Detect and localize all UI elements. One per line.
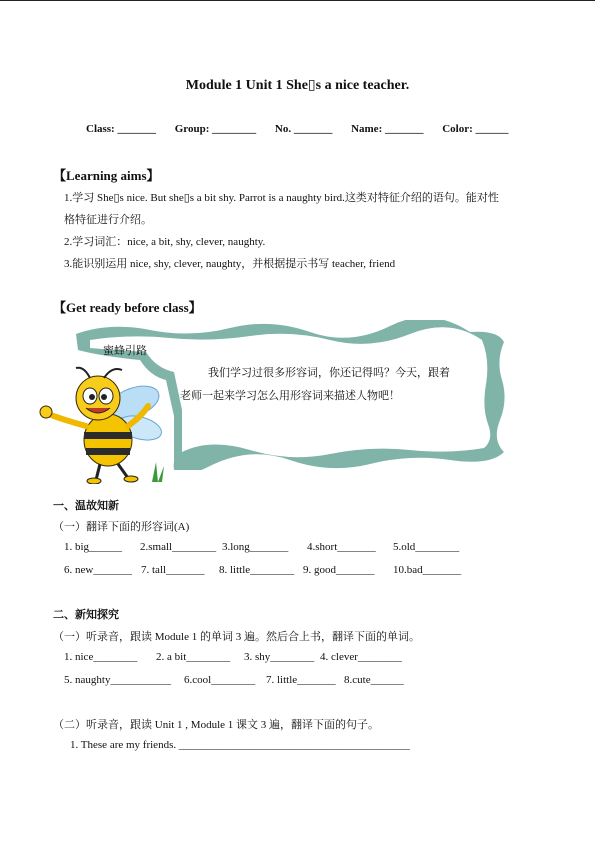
exercise-item[interactable]: 3. shy________ — [244, 651, 315, 663]
get-ready-heading: 【Get ready before class】 — [53, 300, 202, 315]
exercise-item[interactable]: 1. nice________ — [64, 651, 138, 663]
section-1-subheading: （一）翻译下面的形容词(A) — [53, 521, 190, 533]
section-2-heading: 二、新知探究 — [53, 609, 119, 621]
box-text-line-2: 老师一起来学习怎么用形容词来描述人物吧！ — [180, 390, 400, 402]
box-label: 蜜蜂引路 — [103, 345, 147, 357]
aim-2: 2.学习词汇：nice, a bit, shy, clever, naughty. — [64, 236, 266, 248]
section-2-subheading-1: （一）听录音，跟读 Module 1 的单词 3 遍。然后合上书，翻译下面的单词。 — [53, 631, 420, 643]
exercise-item[interactable]: 4. clever________ — [320, 651, 402, 663]
name-field[interactable]: Name: _______ — [351, 123, 424, 135]
bee-illustration-icon — [36, 362, 174, 484]
aim-1-line-1: 1.学习 She▯s nice. But she▯s a bit shy. Parrot is a naughty bird.这类对特征介绍的语句。能对性 — [64, 192, 499, 204]
group-field[interactable]: Group: ________ — [174, 123, 257, 135]
learning-aims-heading: 【Learning aims】 — [53, 168, 160, 183]
exercise-item[interactable]: 4.short_______ — [307, 541, 376, 553]
aim-3: 3.能识别运用 nice, shy, clever, naughty，并根据提示书写 teacher, friend — [64, 258, 396, 270]
exercise-item[interactable]: 9. good_______ — [303, 564, 375, 576]
exercise-item[interactable]: 7. tall_______ — [141, 564, 205, 576]
class-field[interactable]: Class: _______ — [86, 123, 156, 135]
exercise-item[interactable]: 1. big______ — [64, 541, 123, 553]
section-2-subheading-2: （二）听录音，跟读 Unit 1 , Module 1 课文 3 遍，翻译下面的句子。 — [53, 719, 380, 731]
exercise-item[interactable]: 5.old________ — [393, 541, 460, 553]
section-1-heading: 一、温故知新 — [53, 500, 119, 512]
exercise-item[interactable]: 6. new_______ — [64, 564, 132, 576]
box-text-line-1: 我们学习过很多形容词，你还记得吗？今天，跟着 — [208, 367, 450, 379]
aim-1-line-2: 格特征进行介绍。 — [64, 214, 152, 226]
number-field[interactable]: No. _______ — [274, 123, 333, 135]
student-info-line — [86, 123, 525, 135]
exercise-item[interactable]: 2.small________ — [140, 541, 217, 553]
exercise-item[interactable]: 6.cool________ — [184, 674, 256, 686]
exercise-item[interactable]: 5. naughty___________ — [64, 674, 171, 686]
exercise-item[interactable]: 3.long_______ — [222, 541, 289, 553]
translation-sentence-1[interactable]: 1. These are my friends. __________________________________________ — [70, 739, 410, 751]
page-title: Module 1 Unit 1 She▯s a nice teacher. — [185, 78, 410, 93]
exercise-item[interactable]: 10.bad_______ — [393, 564, 462, 576]
exercise-item[interactable]: 7. little_______ — [266, 674, 336, 686]
page-top-border — [0, 0, 595, 1]
color-field[interactable]: Color: ______ — [442, 123, 509, 135]
exercise-item[interactable]: 8. little________ — [219, 564, 295, 576]
exercise-item[interactable]: 8.cute______ — [344, 674, 404, 686]
exercise-item[interactable]: 2. a bit________ — [156, 651, 231, 663]
